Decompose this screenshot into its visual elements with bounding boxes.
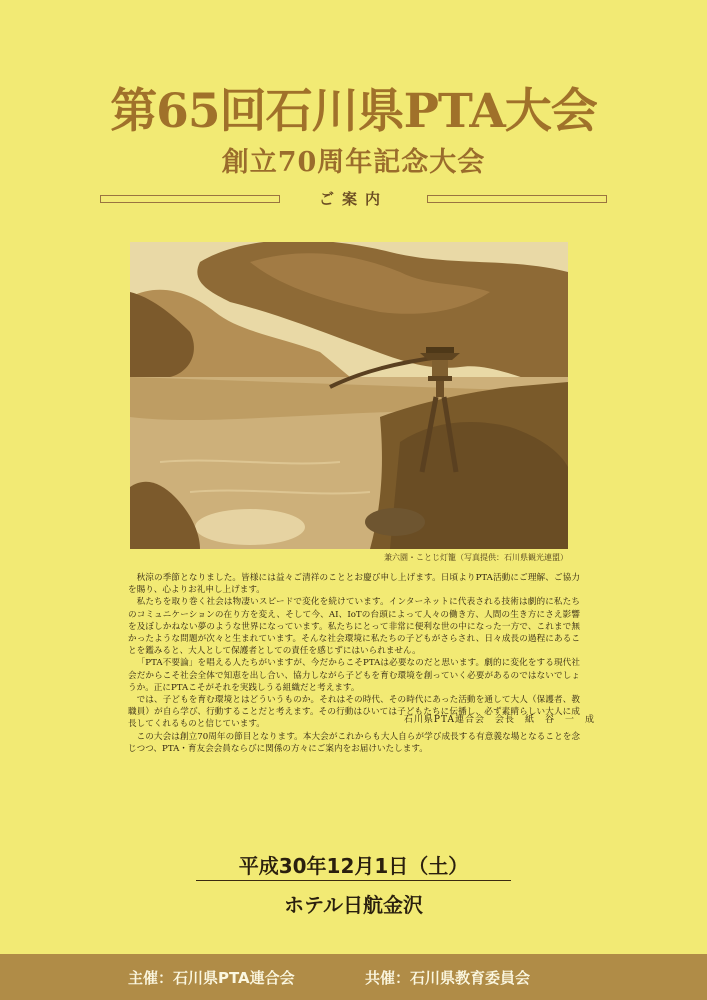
greeting-signature: 石川県PTA連合会 会長 紙 谷 一 成 xyxy=(403,715,595,725)
notice-label: ご案内 xyxy=(318,190,388,208)
footer-band xyxy=(0,954,707,1000)
co-organizer-text: 共催：石川県教育委員会 xyxy=(365,969,531,987)
photo-stone-right xyxy=(365,508,425,536)
notice-bar-right xyxy=(427,195,607,203)
notice-bar-left xyxy=(100,195,280,203)
greeting-paragraph: 私たちを取り巻く社会は物凄いスピードで変化を続けています。インターネットに代表される技術は劇的に私たちのコミュニケーションの在り方を変え、そして今、AI、IoTの台頭によって人々の働き方、人間の生き方にさえ影響を及ぼしかねない夢のような世界になっています。私たちにとって非常に便利な世の中になった一方で、これまで無かったような問題が次々と生まれています。そんな社会環境に私たちの子どもがさらされ、日々成長の過程にあることを鑑みると、大人として保護者としての責任を感じずにはいられません。 xyxy=(128,597,580,657)
page-title: 第65回石川県PTA大会 xyxy=(110,84,597,139)
event-venue: ホテル日航金沢 xyxy=(284,893,423,917)
photo-stone-large xyxy=(195,509,305,545)
page-subtitle: 創立70周年記念大会 xyxy=(221,147,486,178)
photo-caption: 兼六園・ことじ灯籠（写真提供：石川県観光連盟） xyxy=(384,553,568,562)
greeting-paragraph: 「PTA不要論」を唱える人たちがいますが、今だからこそPTAは必要なのだと思います。劇的に変化をする現代社会だからこそ社会全体で知恵を出し合い、協力しながら子どもを育む環境を創っていく必要があるのではないでしょうか。正にPTAこそがそれを実践しうる組織だと考えます。 xyxy=(128,658,580,693)
event-date: 平成30年12月1日（土） xyxy=(238,854,469,878)
greeting-paragraph: では、子どもを育む環境とはどういうものか。それはその時代、その時代にあった活動を通して大人（保護者、教職員）が自ら学び、行動することだと考えます。その行動はひいては子どもたちに伝播し、必ず素晴らしい大人に成長してくれるものと信じています。 xyxy=(128,695,580,730)
greeting-paragraph: 秋涼の季節となりました。皆様には益々ご清祥のこととお慶び申し上げます。日頃よりPTA活動にご理解、ご協力を賜り、心よりお礼申し上げます。 xyxy=(128,573,580,596)
kenrokuen-illustration xyxy=(130,242,568,549)
greeting-text xyxy=(128,572,580,755)
notice-heading xyxy=(100,188,607,208)
organizer-text: 主催：石川県PTA連合会 xyxy=(128,969,295,987)
greeting-paragraph: この大会は創立70周年の節目となります。本大会がこれからも大人自らが学び成長する有意義な場となることを念じつつ、PTA・育友会会員ならびに関係の方々にご案内をお届けいたします。 xyxy=(128,731,580,754)
kenrokuen-photo xyxy=(130,242,568,549)
date-divider xyxy=(196,880,511,881)
